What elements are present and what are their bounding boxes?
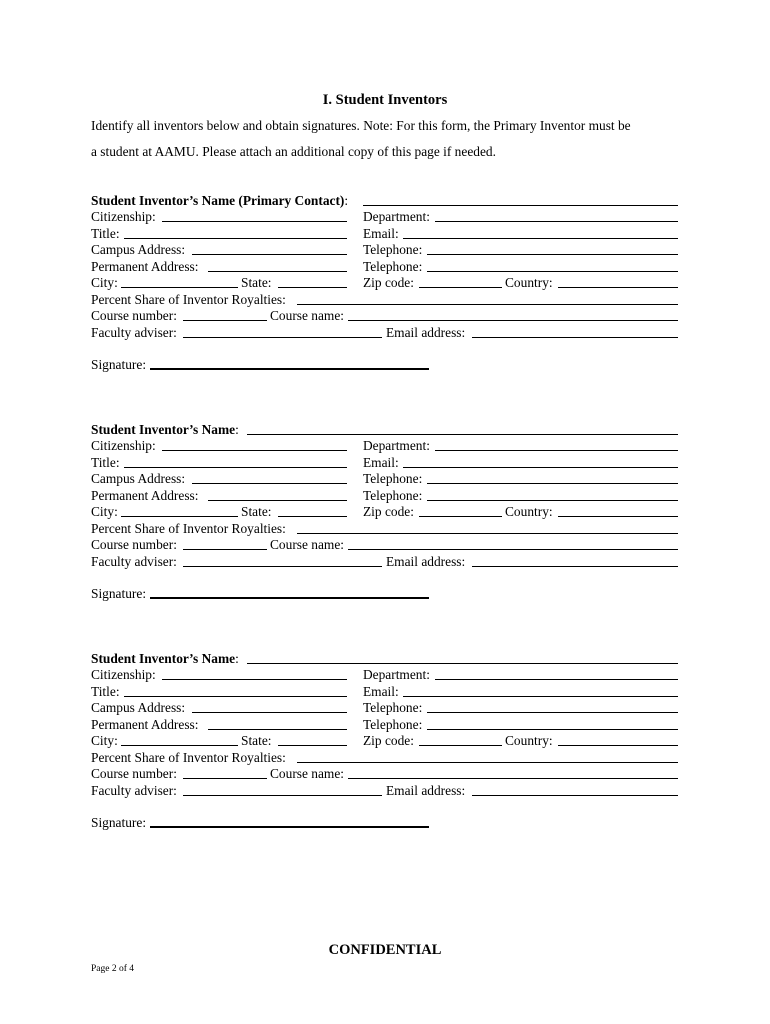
zip-country-row: [363, 504, 678, 520]
permanent-address-row: [91, 717, 351, 733]
email-address-field[interactable]: [472, 337, 678, 338]
campus-address-label: Campus Address:: [91, 471, 186, 486]
signature-row: [91, 357, 431, 373]
permanent-address-field[interactable]: [208, 271, 347, 272]
email-field[interactable]: [403, 696, 678, 697]
name-row: [91, 422, 678, 438]
course-row: [91, 766, 678, 782]
department-field[interactable]: [435, 450, 678, 451]
percent-share-row: [91, 750, 678, 766]
faculty-adviser-field[interactable]: [183, 337, 382, 338]
telephone-row: [363, 471, 678, 487]
country-label: Country:: [505, 733, 553, 748]
citizenship-field[interactable]: [162, 221, 347, 222]
citizenship-row: [91, 438, 351, 454]
zip-country-row: [363, 733, 678, 749]
department-label: Department:: [363, 438, 430, 453]
state-label: State:: [241, 504, 272, 519]
percent-share-label: Percent Share of Inventor Royalties:: [91, 292, 286, 307]
faculty-row: [91, 783, 678, 799]
zip-label: Zip code:: [363, 504, 414, 519]
percent-share-row: [91, 521, 678, 537]
email-field[interactable]: [403, 467, 678, 468]
title-label: Title:: [91, 455, 120, 470]
email-label: Email:: [363, 226, 399, 241]
telephone-field[interactable]: [427, 712, 678, 713]
course-number-label: Course number:: [91, 308, 177, 323]
state-field[interactable]: [278, 287, 347, 288]
name-row: [91, 651, 678, 667]
campus-address-row: [91, 700, 351, 716]
name-label: Student Inventor’s Name (Primary Contact):: [91, 193, 349, 208]
faculty-row: [91, 325, 678, 341]
zip-field[interactable]: [419, 516, 502, 517]
telephone-label: Telephone:: [363, 242, 423, 257]
email-row: [363, 226, 678, 242]
course-number-field[interactable]: [183, 778, 267, 779]
telephone-label: Telephone:: [363, 259, 423, 274]
zip-country-row: [363, 275, 678, 291]
faculty-row: [91, 554, 678, 570]
city-state-row: [91, 504, 351, 520]
country-field[interactable]: [558, 745, 678, 746]
permanent-address-label: Permanent Address:: [91, 259, 199, 274]
email-address-field[interactable]: [472, 795, 678, 796]
title-row: [91, 455, 351, 471]
permanent-address-field[interactable]: [208, 500, 347, 501]
email-row: [363, 684, 678, 700]
name-field[interactable]: [247, 663, 678, 664]
citizenship-field[interactable]: [162, 450, 347, 451]
faculty-adviser-label: Faculty adviser:: [91, 554, 177, 569]
signature-field[interactable]: [150, 597, 429, 599]
telephone-label: Telephone:: [363, 717, 423, 732]
city-label: City:: [91, 275, 118, 290]
percent-share-label: Percent Share of Inventor Royalties:: [91, 750, 286, 765]
course-name-field[interactable]: [348, 778, 678, 779]
email-label: Email:: [363, 455, 399, 470]
course-number-label: Course number:: [91, 766, 177, 781]
signature-label: Signature:: [91, 815, 147, 830]
confidential-label: CONFIDENTIAL: [328, 942, 442, 958]
city-label: City:: [91, 504, 118, 519]
course-number-field[interactable]: [183, 320, 267, 321]
course-row: [91, 308, 678, 324]
permanent-address-label: Permanent Address:: [91, 717, 199, 732]
campus-address-label: Campus Address:: [91, 242, 186, 257]
email-field[interactable]: [403, 238, 678, 239]
signature-label: Signature:: [91, 357, 147, 372]
city-field[interactable]: [121, 516, 238, 517]
email-address-label: Email address:: [386, 783, 466, 798]
name-field[interactable]: [363, 205, 678, 206]
campus-address-field[interactable]: [192, 712, 347, 713]
title-field[interactable]: [124, 467, 347, 468]
signature-label: Signature:: [91, 586, 147, 601]
telephone-field-2[interactable]: [427, 729, 678, 730]
signature-field[interactable]: [150, 826, 429, 828]
email-row: [363, 455, 678, 471]
name-row: [91, 193, 678, 209]
email-label: Email:: [363, 684, 399, 699]
name-label: Student Inventor’s Name:: [91, 422, 239, 437]
permanent-address-row: [91, 488, 351, 504]
title-row: [91, 226, 351, 242]
intro-line-1: Identify all inventors below and obtain signatures. Note: For this form, the Primary Inventor must be: [91, 118, 631, 133]
citizenship-row: [91, 209, 351, 225]
city-label: City:: [91, 733, 118, 748]
faculty-adviser-label: Faculty adviser:: [91, 783, 177, 798]
department-label: Department:: [363, 667, 430, 682]
telephone-row-2: [363, 259, 678, 275]
course-name-field[interactable]: [348, 549, 678, 550]
percent-share-field[interactable]: [297, 533, 678, 534]
title-field[interactable]: [124, 238, 347, 239]
city-field[interactable]: [121, 287, 238, 288]
city-state-row: [91, 733, 351, 749]
telephone-row-2: [363, 717, 678, 733]
signature-row: [91, 586, 431, 602]
country-field[interactable]: [558, 287, 678, 288]
department-label: Department:: [363, 209, 430, 224]
telephone-field-2[interactable]: [427, 500, 678, 501]
faculty-adviser-field[interactable]: [183, 566, 382, 567]
campus-address-label: Campus Address:: [91, 700, 186, 715]
state-label: State:: [241, 275, 272, 290]
campus-address-field[interactable]: [192, 483, 347, 484]
intro-line-2: a student at AAMU. Please attach an additional copy of this page if needed.: [91, 144, 496, 159]
zip-label: Zip code:: [363, 275, 414, 290]
campus-address-field[interactable]: [192, 254, 347, 255]
email-address-label: Email address:: [386, 554, 466, 569]
telephone-field[interactable]: [427, 254, 678, 255]
percent-share-label: Percent Share of Inventor Royalties:: [91, 521, 286, 536]
permanent-address-field[interactable]: [208, 729, 347, 730]
percent-share-row: [91, 292, 678, 308]
percent-share-field[interactable]: [297, 762, 678, 763]
telephone-label: Telephone:: [363, 488, 423, 503]
intro-text: [91, 113, 691, 165]
telephone-field-2[interactable]: [427, 271, 678, 272]
page-number: Page 2 of 4: [91, 964, 135, 974]
citizenship-label: Citizenship:: [91, 667, 156, 682]
country-field[interactable]: [558, 516, 678, 517]
email-address-label: Email address:: [386, 325, 466, 340]
course-name-label: Course name:: [270, 308, 345, 323]
title-label: Title:: [91, 684, 120, 699]
citizenship-label: Citizenship:: [91, 209, 156, 224]
campus-address-row: [91, 471, 351, 487]
zip-label: Zip code:: [363, 733, 414, 748]
state-label: State:: [241, 733, 272, 748]
telephone-row: [363, 700, 678, 716]
zip-field[interactable]: [419, 287, 502, 288]
permanent-address-label: Permanent Address:: [91, 488, 199, 503]
course-name-label: Course name:: [270, 766, 345, 781]
telephone-field[interactable]: [427, 483, 678, 484]
state-field[interactable]: [278, 516, 347, 517]
department-field[interactable]: [435, 679, 678, 680]
campus-address-row: [91, 242, 351, 258]
signature-row: [91, 815, 431, 831]
country-label: Country:: [505, 275, 553, 290]
percent-share-field[interactable]: [297, 304, 678, 305]
telephone-row: [363, 242, 678, 258]
zip-field[interactable]: [419, 745, 502, 746]
department-row: [363, 667, 678, 683]
signature-field[interactable]: [150, 368, 429, 370]
city-state-row: [91, 275, 351, 291]
page-title: I. Student Inventors: [322, 92, 448, 108]
faculty-adviser-label: Faculty adviser:: [91, 325, 177, 340]
name-field[interactable]: [247, 434, 678, 435]
telephone-label: Telephone:: [363, 700, 423, 715]
citizenship-row: [91, 667, 351, 683]
department-row: [363, 209, 678, 225]
email-address-field[interactable]: [472, 566, 678, 567]
telephone-label: Telephone:: [363, 471, 423, 486]
country-label: Country:: [505, 504, 553, 519]
name-label: Student Inventor’s Name:: [91, 651, 239, 666]
department-field[interactable]: [435, 221, 678, 222]
department-row: [363, 438, 678, 454]
state-field[interactable]: [278, 745, 347, 746]
title-field[interactable]: [124, 696, 347, 697]
course-number-label: Course number:: [91, 537, 177, 552]
citizenship-field[interactable]: [162, 679, 347, 680]
course-name-field[interactable]: [348, 320, 678, 321]
permanent-address-row: [91, 259, 351, 275]
course-row: [91, 537, 678, 553]
course-name-label: Course name:: [270, 537, 345, 552]
citizenship-label: Citizenship:: [91, 438, 156, 453]
telephone-row-2: [363, 488, 678, 504]
faculty-adviser-field[interactable]: [183, 795, 382, 796]
city-field[interactable]: [121, 745, 238, 746]
title-label: Title:: [91, 226, 120, 241]
course-number-field[interactable]: [183, 549, 267, 550]
title-row: [91, 684, 351, 700]
